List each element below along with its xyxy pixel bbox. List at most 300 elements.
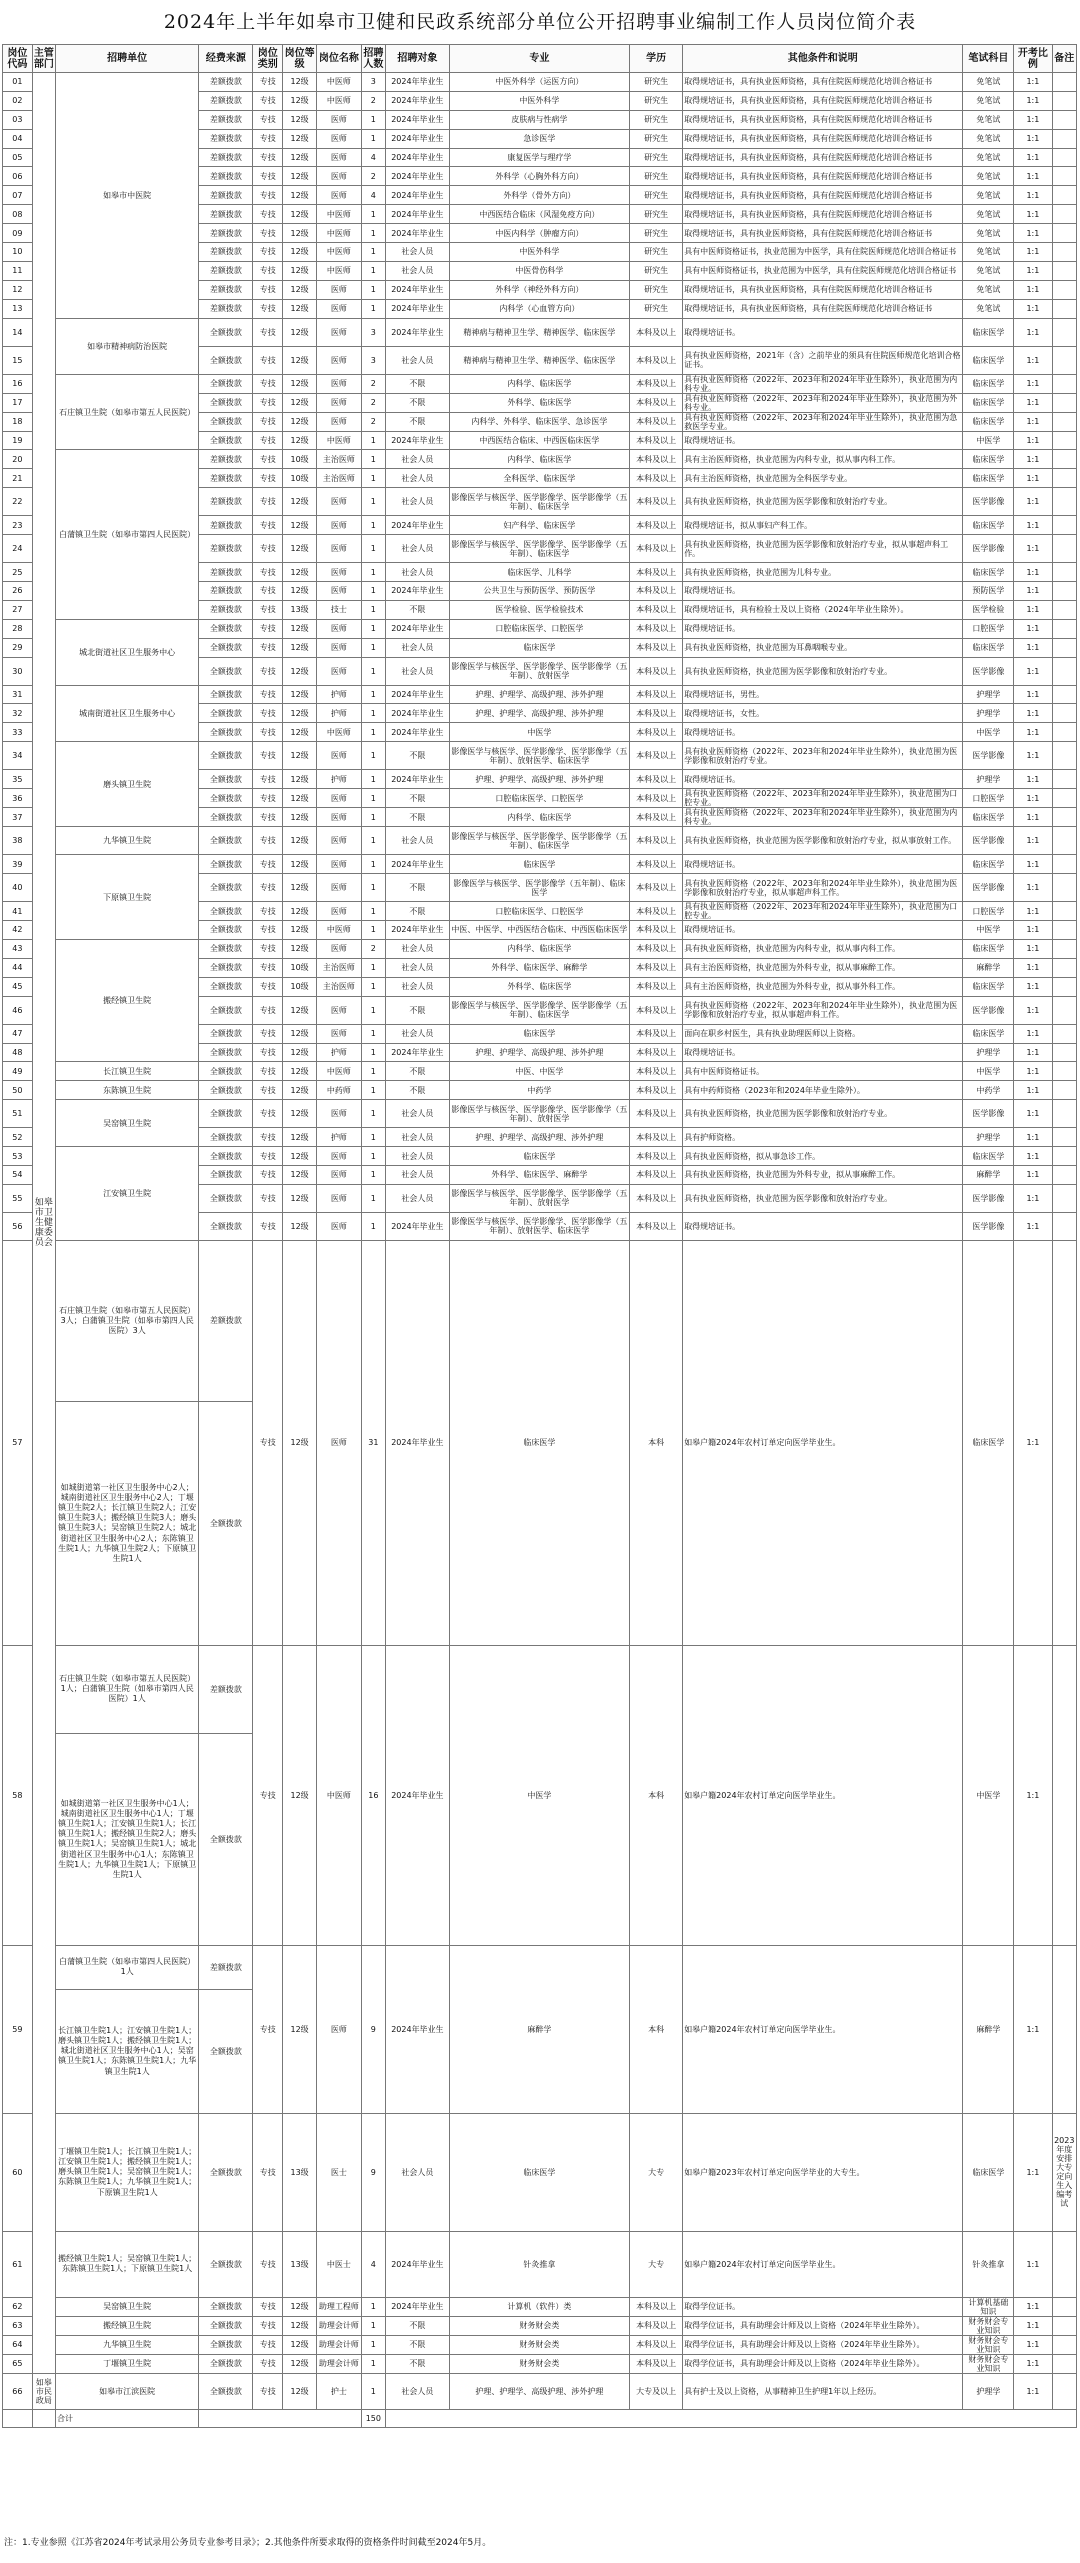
exam-subject: 中医学 bbox=[963, 431, 1014, 450]
target-cell: 不限 bbox=[386, 2354, 450, 2373]
exam-subject: 临床医学 bbox=[963, 1147, 1014, 1166]
target-cell: 社会人员 bbox=[386, 261, 450, 280]
position-code: 38 bbox=[3, 827, 33, 855]
exam-subject: 临床医学 bbox=[963, 346, 1014, 374]
major-cell: 中医骨伤科学 bbox=[449, 261, 629, 280]
conditions-cell: 取得规培证书。 bbox=[683, 855, 963, 874]
target-cell: 2024年毕业生 bbox=[386, 2297, 450, 2316]
conditions-cell: 如皋户籍2024年农村订单定向医学毕业生。 bbox=[683, 1945, 963, 2113]
position-name: 中医师 bbox=[317, 224, 362, 243]
target-cell: 2024年毕业生 bbox=[386, 224, 450, 243]
education-cell: 本科及以上 bbox=[630, 789, 683, 808]
headcount-cell: 2 bbox=[361, 393, 385, 412]
funding-cell: 全额拨款 bbox=[199, 657, 253, 685]
level-cell: 12级 bbox=[283, 685, 317, 704]
ratio-cell: 1:1 bbox=[1014, 2231, 1052, 2297]
remark-cell bbox=[1052, 1081, 1077, 1100]
funding-cell: 全额拨款 bbox=[199, 2316, 253, 2335]
funding-cell: 全额拨款 bbox=[199, 2354, 253, 2373]
conditions-cell: 取得规培证书，具有执业医师资格，具有住院医师规范化培训合格证书 bbox=[683, 91, 963, 110]
unit-cell: 如皋市精神病防治医院 bbox=[56, 318, 199, 374]
conditions-cell: 面向在职乡村医生，具有执业助理医师以上资格。 bbox=[683, 1024, 963, 1043]
exam-subject: 医学影像 bbox=[963, 827, 1014, 855]
category-cell: 专技 bbox=[253, 2335, 283, 2354]
level-cell: 12级 bbox=[283, 73, 317, 92]
funding-cell: 差额拨款 bbox=[199, 1645, 253, 1733]
funding-cell: 差额拨款 bbox=[199, 1945, 253, 1989]
ratio-cell: 1:1 bbox=[1014, 1147, 1052, 1166]
education-cell: 本科及以上 bbox=[630, 808, 683, 827]
ratio-cell: 1:1 bbox=[1014, 958, 1052, 977]
level-cell: 12级 bbox=[283, 939, 317, 958]
exam-subject: 临床医学 bbox=[963, 2113, 1014, 2231]
remark-cell bbox=[1052, 91, 1077, 110]
funding-cell: 全额拨款 bbox=[199, 855, 253, 874]
remark-cell bbox=[1052, 2335, 1077, 2354]
category-cell: 专技 bbox=[253, 393, 283, 412]
header-cell: 岗位类别 bbox=[253, 45, 283, 73]
level-cell: 12级 bbox=[283, 996, 317, 1024]
major-cell: 口腔临床医学、口腔医学 bbox=[449, 902, 629, 921]
funding-cell: 差额拨款 bbox=[199, 1240, 253, 1401]
position-name: 医士 bbox=[317, 2113, 362, 2231]
ratio-cell: 1:1 bbox=[1014, 261, 1052, 280]
position-code: 52 bbox=[3, 1128, 33, 1147]
unit-cell: 吴窑镇卫生院 bbox=[56, 1100, 199, 1147]
level-cell: 12级 bbox=[283, 516, 317, 535]
major-cell: 临床医学 bbox=[449, 1240, 629, 1645]
category-cell: 专技 bbox=[253, 2297, 283, 2316]
table-row bbox=[3, 2316, 1077, 2335]
target-cell: 社会人员 bbox=[386, 958, 450, 977]
ratio-cell: 1:1 bbox=[1014, 412, 1052, 431]
position-code: 06 bbox=[3, 167, 33, 186]
conditions-cell: 取得学位证书，具有助理会计师及以上资格（2024年毕业生除外）。 bbox=[683, 2354, 963, 2373]
exam-subject: 临床医学 bbox=[963, 516, 1014, 535]
major-cell: 外科学、临床医学 bbox=[449, 393, 629, 412]
headcount-cell: 1 bbox=[361, 874, 385, 902]
exam-subject: 免笔试 bbox=[963, 167, 1014, 186]
major-cell: 护理、护理学、高级护理、涉外护理 bbox=[449, 685, 629, 704]
exam-subject: 中医学 bbox=[963, 1062, 1014, 1081]
unit-cell: 长江镇卫生院1人；江安镇卫生院1人；磨头镇卫生院1人；搬经镇卫生院1人；城北街道社区卫生服务中心1人；吴窑镇卫生院1人；东陈镇卫生院1人；九华镇卫生院1人 bbox=[56, 1989, 199, 2113]
position-code: 54 bbox=[3, 1165, 33, 1184]
headcount-cell: 1 bbox=[361, 224, 385, 243]
position-name: 医师 bbox=[317, 374, 362, 393]
position-code: 12 bbox=[3, 280, 33, 299]
unit-cell: 石庄镇卫生院（如皋市第五人民医院）1人；白蒲镇卫生院（如皋市第四人民医院）1人 bbox=[56, 1645, 199, 1733]
position-code: 49 bbox=[3, 1062, 33, 1081]
level-cell: 12级 bbox=[283, 874, 317, 902]
level-cell: 12级 bbox=[283, 1184, 317, 1212]
ratio-cell: 1:1 bbox=[1014, 1645, 1052, 1945]
header-cell: 招聘对象 bbox=[386, 45, 450, 73]
major-cell: 临床医学 bbox=[449, 1024, 629, 1043]
position-code: 27 bbox=[3, 600, 33, 619]
major-cell: 口腔临床医学、口腔医学 bbox=[449, 619, 629, 638]
category-cell: 专技 bbox=[253, 1024, 283, 1043]
position-code: 05 bbox=[3, 148, 33, 167]
conditions-cell: 取得规培证书，具有执业医师资格，具有住院医师规范化培训合格证书 bbox=[683, 280, 963, 299]
position-code: 23 bbox=[3, 516, 33, 535]
level-cell: 12级 bbox=[283, 2297, 317, 2316]
funding-cell: 全额拨款 bbox=[199, 2113, 253, 2231]
header-cell: 岗位等级 bbox=[283, 45, 317, 73]
exam-subject: 临床医学 bbox=[963, 469, 1014, 488]
ratio-cell: 1:1 bbox=[1014, 921, 1052, 940]
level-cell: 12级 bbox=[283, 110, 317, 129]
conditions-cell: 具有执业医师资格，执业范围为医学影像和放射治疗专业。 bbox=[683, 488, 963, 516]
funding-cell: 差额拨款 bbox=[199, 469, 253, 488]
category-cell: 专技 bbox=[253, 374, 283, 393]
major-cell: 影像医学与核医学、医学影像学、医学影像学（五年制）、临床医学 bbox=[449, 827, 629, 855]
target-cell: 不限 bbox=[386, 412, 450, 431]
ratio-cell: 1:1 bbox=[1014, 582, 1052, 601]
category-cell: 专技 bbox=[253, 2373, 283, 2409]
remark-cell bbox=[1052, 874, 1077, 902]
target-cell: 不限 bbox=[386, 2316, 450, 2335]
unit-cell: 下原镇卫生院 bbox=[56, 855, 199, 940]
target-cell: 不限 bbox=[386, 742, 450, 770]
remark-cell bbox=[1052, 1165, 1077, 1184]
major-cell: 麻醉学 bbox=[449, 1945, 629, 2113]
ratio-cell: 1:1 bbox=[1014, 280, 1052, 299]
position-code: 30 bbox=[3, 657, 33, 685]
remark-cell bbox=[1052, 299, 1077, 318]
position-name: 中医师 bbox=[317, 431, 362, 450]
position-name: 中医士 bbox=[317, 2231, 362, 2297]
target-cell: 2024年毕业生 bbox=[386, 318, 450, 346]
education-cell: 本科及以上 bbox=[630, 346, 683, 374]
position-name: 医师 bbox=[317, 1147, 362, 1166]
position-code: 21 bbox=[3, 469, 33, 488]
funding-cell: 全额拨款 bbox=[199, 1212, 253, 1240]
position-name: 中医师 bbox=[317, 723, 362, 742]
position-name: 医师 bbox=[317, 516, 362, 535]
headcount-cell: 1 bbox=[361, 921, 385, 940]
headcount-cell: 3 bbox=[361, 318, 385, 346]
ratio-cell: 1:1 bbox=[1014, 600, 1052, 619]
position-name: 医师 bbox=[317, 582, 362, 601]
category-cell: 专技 bbox=[253, 770, 283, 789]
level-cell: 12级 bbox=[283, 1062, 317, 1081]
level-cell: 12级 bbox=[283, 299, 317, 318]
exam-subject: 麻醉学 bbox=[963, 958, 1014, 977]
ratio-cell: 1:1 bbox=[1014, 789, 1052, 808]
major-cell: 影像医学与核医学、医学影像学、医学影像学（五年制）、放射医学 bbox=[449, 1184, 629, 1212]
ratio-cell: 1:1 bbox=[1014, 2113, 1052, 2231]
position-code: 15 bbox=[3, 346, 33, 374]
category-cell: 专技 bbox=[253, 2354, 283, 2373]
major-cell: 全科医学、临床医学 bbox=[449, 469, 629, 488]
major-cell: 中医外科学 bbox=[449, 91, 629, 110]
remark-cell bbox=[1052, 996, 1077, 1024]
category-cell: 专技 bbox=[253, 129, 283, 148]
position-name: 医师 bbox=[317, 563, 362, 582]
conditions-cell: 具有执业医师资格（2022年、2023年和2024年毕业生除外），执业范围为口腔专业。 bbox=[683, 902, 963, 921]
target-cell: 2024年毕业生 bbox=[386, 431, 450, 450]
major-cell: 影像医学与核医学、医学影像学、医学影像学（五年制）、临床医学 bbox=[449, 535, 629, 563]
target-cell: 不限 bbox=[386, 996, 450, 1024]
remark-cell bbox=[1052, 167, 1077, 186]
level-cell: 12级 bbox=[283, 1100, 317, 1128]
exam-subject: 财务财会专业知识 bbox=[963, 2335, 1014, 2354]
position-name: 医师 bbox=[317, 1945, 362, 2113]
headcount-cell: 4 bbox=[361, 186, 385, 205]
major-cell: 影像医学与核医学、医学影像学（五年制）、临床医学 bbox=[449, 874, 629, 902]
major-cell: 影像医学与核医学、医学影像学、医学影像学（五年制）、放射医学 bbox=[449, 1100, 629, 1128]
unit-cell: 如皋市中医院 bbox=[56, 73, 199, 319]
major-cell: 中医、中医学 bbox=[449, 1062, 629, 1081]
ratio-cell: 1:1 bbox=[1014, 243, 1052, 262]
level-cell: 12级 bbox=[283, 1165, 317, 1184]
table-row bbox=[3, 1100, 1077, 1128]
header-cell: 开考比例 bbox=[1014, 45, 1052, 73]
major-cell: 内科学、临床医学 bbox=[449, 808, 629, 827]
position-name: 护师 bbox=[317, 685, 362, 704]
education-cell: 本科及以上 bbox=[630, 855, 683, 874]
major-cell: 影像医学与核医学、医学影像学、医学影像学（五年制）、临床医学 bbox=[449, 488, 629, 516]
category-cell: 专技 bbox=[253, 789, 283, 808]
exam-subject: 临床医学 bbox=[963, 412, 1014, 431]
ratio-cell: 1:1 bbox=[1014, 224, 1052, 243]
category-cell: 专技 bbox=[253, 205, 283, 224]
category-cell: 专技 bbox=[253, 874, 283, 902]
blank-cell bbox=[3, 2409, 33, 2427]
level-cell: 12级 bbox=[283, 1043, 317, 1062]
category-cell: 专技 bbox=[253, 619, 283, 638]
headcount-cell: 1 bbox=[361, 2297, 385, 2316]
headcount-cell: 2 bbox=[361, 374, 385, 393]
target-cell: 不限 bbox=[386, 600, 450, 619]
headcount-cell: 1 bbox=[361, 770, 385, 789]
position-code: 55 bbox=[3, 1184, 33, 1212]
headcount-cell: 2 bbox=[361, 91, 385, 110]
ratio-cell: 1:1 bbox=[1014, 1165, 1052, 1184]
unit-cell: 江安镇卫生院 bbox=[56, 1147, 199, 1241]
ratio-cell: 1:1 bbox=[1014, 374, 1052, 393]
education-cell: 本科及以上 bbox=[630, 582, 683, 601]
headcount-cell: 3 bbox=[361, 73, 385, 92]
exam-subject: 护理学 bbox=[963, 2373, 1014, 2409]
position-name: 中药师 bbox=[317, 1081, 362, 1100]
position-code: 62 bbox=[3, 2297, 33, 2316]
target-cell: 2024年毕业生 bbox=[386, 1945, 450, 2113]
department-cell: 如皋市民政局 bbox=[32, 2373, 55, 2409]
education-cell: 研究生 bbox=[630, 224, 683, 243]
position-code: 25 bbox=[3, 563, 33, 582]
position-name: 医师 bbox=[317, 1240, 362, 1645]
education-cell: 本科及以上 bbox=[630, 2354, 683, 2373]
position-code: 34 bbox=[3, 742, 33, 770]
level-cell: 12级 bbox=[283, 393, 317, 412]
category-cell: 专技 bbox=[253, 1128, 283, 1147]
exam-subject: 免笔试 bbox=[963, 73, 1014, 92]
unit-cell: 丁堰镇卫生院1人；长江镇卫生院1人；江安镇卫生院1人；搬经镇卫生院1人；磨头镇卫生院1人；吴窑镇卫生院1人；东陈镇卫生院1人；九华镇卫生院1人；下原镇卫生院1人 bbox=[56, 2113, 199, 2231]
exam-subject: 医学影像 bbox=[963, 1212, 1014, 1240]
unit-cell: 搬经镇卫生院 bbox=[56, 2316, 199, 2335]
ratio-cell: 1:1 bbox=[1014, 685, 1052, 704]
position-name: 医师 bbox=[317, 148, 362, 167]
headcount-cell: 1 bbox=[361, 855, 385, 874]
remark-cell bbox=[1052, 1043, 1077, 1062]
funding-cell: 全额拨款 bbox=[199, 2335, 253, 2354]
position-code: 50 bbox=[3, 1081, 33, 1100]
unit-cell: 白蒲镇卫生院（如皋市第四人民医院） bbox=[56, 450, 199, 619]
category-cell: 专技 bbox=[253, 148, 283, 167]
conditions-cell: 具有执业医师资格，执业范围为耳鼻咽喉专业。 bbox=[683, 638, 963, 657]
header-cell: 岗位代码 bbox=[3, 45, 33, 73]
category-cell: 专技 bbox=[253, 2113, 283, 2231]
exam-subject: 医学检验 bbox=[963, 600, 1014, 619]
headcount-cell: 1 bbox=[361, 1043, 385, 1062]
exam-subject: 免笔试 bbox=[963, 261, 1014, 280]
exam-subject: 临床医学 bbox=[963, 1240, 1014, 1645]
exam-subject: 免笔试 bbox=[963, 205, 1014, 224]
level-cell: 12级 bbox=[283, 243, 317, 262]
category-cell: 专技 bbox=[253, 1062, 283, 1081]
level-cell: 13级 bbox=[283, 600, 317, 619]
remark-cell bbox=[1052, 921, 1077, 940]
level-cell: 12级 bbox=[283, 742, 317, 770]
target-cell: 社会人员 bbox=[386, 1128, 450, 1147]
ratio-cell: 1:1 bbox=[1014, 1212, 1052, 1240]
ratio-cell: 1:1 bbox=[1014, 996, 1052, 1024]
education-cell: 研究生 bbox=[630, 148, 683, 167]
position-name: 中医师 bbox=[317, 921, 362, 940]
conditions-cell: 具有执业医师资格，执业范围为医学影像和放射治疗专业。 bbox=[683, 1184, 963, 1212]
education-cell: 研究生 bbox=[630, 299, 683, 318]
headcount-cell: 1 bbox=[361, 1100, 385, 1128]
funding-cell: 全额拨款 bbox=[199, 638, 253, 657]
remark-cell bbox=[1052, 2354, 1077, 2373]
funding-cell: 全额拨款 bbox=[199, 431, 253, 450]
education-cell: 本科及以上 bbox=[630, 535, 683, 563]
remark-cell bbox=[1052, 1945, 1077, 2113]
target-cell: 社会人员 bbox=[386, 450, 450, 469]
remark-cell bbox=[1052, 742, 1077, 770]
major-cell: 中医外科学（运医方向） bbox=[449, 73, 629, 92]
category-cell: 专技 bbox=[253, 91, 283, 110]
category-cell: 专技 bbox=[253, 299, 283, 318]
major-cell: 影像医学与核医学、医学影像学、医学影像学（五年制）、放射医学、临床医学 bbox=[449, 1212, 629, 1240]
level-cell: 12级 bbox=[283, 1945, 317, 2113]
level-cell: 12级 bbox=[283, 827, 317, 855]
exam-subject: 免笔试 bbox=[963, 186, 1014, 205]
conditions-cell: 取得规培证书。 bbox=[683, 921, 963, 940]
level-cell: 12级 bbox=[283, 431, 317, 450]
major-cell: 影像医学与核医学、医学影像学、医学影像学（五年制）、放射医学 bbox=[449, 657, 629, 685]
category-cell: 专技 bbox=[253, 902, 283, 921]
total-row bbox=[3, 2409, 1077, 2427]
funding-cell: 全额拨款 bbox=[199, 770, 253, 789]
target-cell: 社会人员 bbox=[386, 488, 450, 516]
headcount-cell: 1 bbox=[361, 2335, 385, 2354]
header-cell: 招聘单位 bbox=[56, 45, 199, 73]
position-name: 医师 bbox=[317, 1100, 362, 1128]
position-code: 56 bbox=[3, 1212, 33, 1240]
position-name: 助理工程师 bbox=[317, 2297, 362, 2316]
conditions-cell: 取得规培证书，具有执业医师资格，具有住院医师规范化培训合格证书 bbox=[683, 186, 963, 205]
category-cell: 专技 bbox=[253, 1165, 283, 1184]
table-row bbox=[3, 1945, 1077, 1989]
headcount-cell: 1 bbox=[361, 280, 385, 299]
unit-cell: 搬经镇卫生院1人；吴窑镇卫生院1人；东陈镇卫生院1人；下原镇卫生院1人 bbox=[56, 2231, 199, 2297]
target-cell: 社会人员 bbox=[386, 2373, 450, 2409]
remark-cell bbox=[1052, 657, 1077, 685]
category-cell: 专技 bbox=[253, 73, 283, 92]
funding-cell: 差额拨款 bbox=[199, 600, 253, 619]
remark-cell bbox=[1052, 431, 1077, 450]
funding-cell: 全额拨款 bbox=[199, 393, 253, 412]
headcount-cell: 1 bbox=[361, 516, 385, 535]
position-code: 24 bbox=[3, 535, 33, 563]
category-cell: 专技 bbox=[253, 742, 283, 770]
education-cell: 本科 bbox=[630, 1240, 683, 1645]
table-row bbox=[3, 1147, 1077, 1166]
position-code: 20 bbox=[3, 450, 33, 469]
education-cell: 本科及以上 bbox=[630, 1184, 683, 1212]
remark-cell bbox=[1052, 205, 1077, 224]
major-cell: 外科学（心胸外科方向） bbox=[449, 167, 629, 186]
major-cell: 影像医学与核医学、医学影像学、医学影像学（五年制）、放射医学、临床医学 bbox=[449, 742, 629, 770]
conditions-cell: 具有中医师资格证书。 bbox=[683, 1062, 963, 1081]
headcount-cell: 1 bbox=[361, 488, 385, 516]
funding-cell: 差额拨款 bbox=[199, 224, 253, 243]
conditions-cell: 取得规培证书。 bbox=[683, 723, 963, 742]
unit-cell: 九华镇卫生院 bbox=[56, 827, 199, 855]
funding-cell: 全额拨款 bbox=[199, 902, 253, 921]
target-cell: 不限 bbox=[386, 789, 450, 808]
category-cell: 专技 bbox=[253, 1212, 283, 1240]
position-name: 助理会计师 bbox=[317, 2335, 362, 2354]
position-code: 36 bbox=[3, 789, 33, 808]
exam-subject: 口腔医学 bbox=[963, 902, 1014, 921]
target-cell: 2024年毕业生 bbox=[386, 723, 450, 742]
education-cell: 本科及以上 bbox=[630, 770, 683, 789]
ratio-cell: 1:1 bbox=[1014, 657, 1052, 685]
remark-cell bbox=[1052, 261, 1077, 280]
conditions-cell: 具有主治医师资格，执业范围为外科专业，拟从事外科工作。 bbox=[683, 977, 963, 996]
education-cell: 本科及以上 bbox=[630, 469, 683, 488]
position-name: 医师 bbox=[317, 186, 362, 205]
table-row bbox=[3, 1240, 1077, 1401]
education-cell: 本科及以上 bbox=[630, 412, 683, 431]
target-cell: 2024年毕业生 bbox=[386, 167, 450, 186]
position-name: 护师 bbox=[317, 1128, 362, 1147]
ratio-cell: 1:1 bbox=[1014, 469, 1052, 488]
header-cell: 备注 bbox=[1052, 45, 1077, 73]
funding-cell: 全额拨款 bbox=[199, 1100, 253, 1128]
conditions-cell: 取得规培证书，具有执业医师资格，具有住院医师规范化培训合格证书 bbox=[683, 110, 963, 129]
remark-cell bbox=[1052, 939, 1077, 958]
major-cell: 外科学、临床医学、麻醉学 bbox=[449, 1165, 629, 1184]
education-cell: 本科及以上 bbox=[630, 2316, 683, 2335]
ratio-cell: 1:1 bbox=[1014, 770, 1052, 789]
table-row bbox=[3, 2231, 1077, 2297]
conditions-cell: 取得规培证书。 bbox=[683, 770, 963, 789]
position-name: 医师 bbox=[317, 299, 362, 318]
position-name: 中医师 bbox=[317, 1062, 362, 1081]
target-cell: 社会人员 bbox=[386, 939, 450, 958]
major-cell: 医学检验、医学检验技术 bbox=[449, 600, 629, 619]
major-cell: 中医外科学 bbox=[449, 243, 629, 262]
target-cell: 社会人员 bbox=[386, 1184, 450, 1212]
target-cell: 2024年毕业生 bbox=[386, 921, 450, 940]
level-cell: 12级 bbox=[283, 91, 317, 110]
exam-subject: 护理学 bbox=[963, 685, 1014, 704]
position-code: 14 bbox=[3, 318, 33, 346]
